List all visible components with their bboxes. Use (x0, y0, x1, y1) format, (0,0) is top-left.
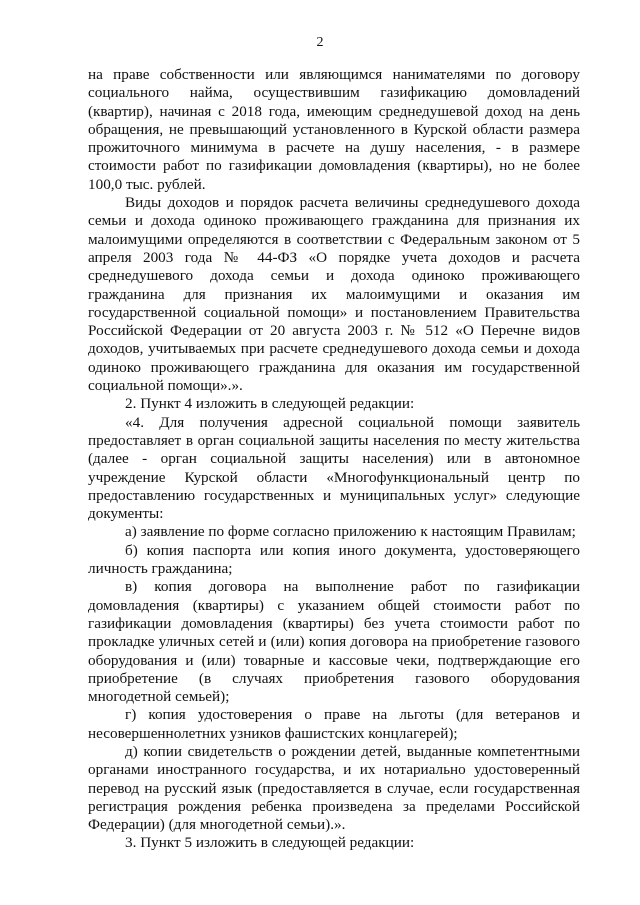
list-item-a: а) заявление по форме согласно приложению к настоящим Правилам; (125, 523, 576, 541)
paragraph-1: на праве собственности или являющимся нанимателями по договору социального найма, осуществившим газификацию домовладений (квартир), начиная с 2018 года, имеющим среднедушевой доход на день обращения, не превышающий установленного в Курской области размера прожиточного минимума в расчете на душу населения, - в размере стоимости работ по газификации домовладения (квартиры), но не более 100,0 тыс. рублей. (88, 66, 580, 193)
list-item-d: д) копии свидетельств о рождении детей, выданные компетентными органами иностранного государства, и их нотариально удостоверенный перевод на русский язык (предоставляется в случае, если государственная регистрация рождения ребенка произведена за пределами Российской Федерации) (для многодетной семьи).». (88, 742, 580, 834)
list-item-g: г) копия удостоверения о праве на льготы (для ветеранов и несовершеннолетних узников фашистских концлагерей); (88, 706, 580, 742)
list-item-b: б) копия паспорта или копия иного документа, удостоверяющего личность гражданина; (88, 541, 580, 578)
document-body (88, 66, 580, 853)
paragraph-last: 3. Пункт 5 изложить в следующей редакции: (125, 834, 415, 852)
paragraph-4: «4. Для получения адресной социальной помощи заявитель предоставляет в орган социальной защиты населения по месту жительства (далее - орган социальной защиты населения) или в автономное учреждение Курской области «Многофункциональный центр по предоставлению государственных и муниципальных услуг» следующие документы: (88, 413, 580, 523)
list-item-v: в) копия договора на выполнение работ по газификации домовладения (квартиры) с указанием общей стоимости работ по газификации домовладения (квартиры) без учета стоимости работ по прокладке уличных сетей и (или) копия договора на приобретение газового оборудования и (или) товарные и кассовые чеки, подтверждающие его приобретение (в случаях приобретения газового оборудования многодетной семьей); (88, 578, 580, 706)
paragraph-3: 2. Пункт 4 изложить в следующей редакции: (125, 395, 415, 413)
page-number: 2 (316, 35, 324, 50)
paragraph-2: Виды доходов и порядок расчета величины среднедушевого дохода семьи и дохода одиноко проживающего гражданина для признания их малоимущими определяются в соответствии с Федеральным законом от 5 апреля 2003 года № 44-ФЗ «О порядке учета доходов и расчета среднедушевого дохода семьи и дохода одиноко проживающего гражданина для признания их малоимущими и оказания им государственной социальной помощи» и постановлением Правительства Российской Федерации от 20 августа 2003 г. № 512 «О Перечне видов доходов, учитываемых при расчете среднедушевого дохода семьи и дохода одиноко проживающего гражданина для оказания им государственной социальной помощи».». (88, 194, 580, 395)
